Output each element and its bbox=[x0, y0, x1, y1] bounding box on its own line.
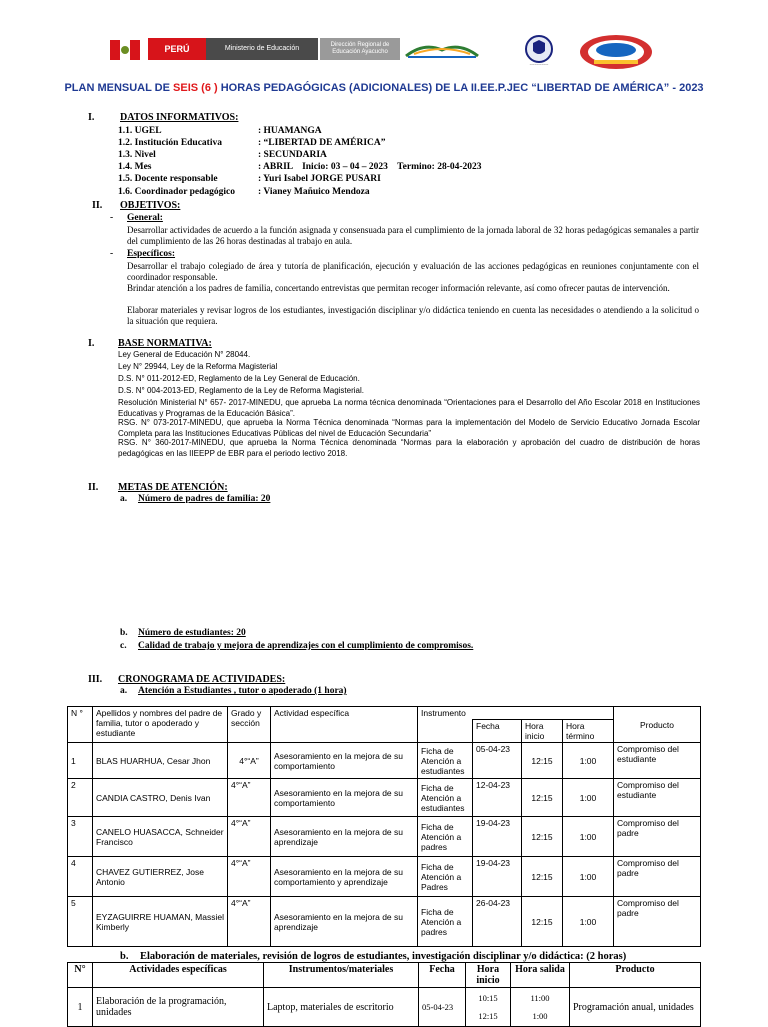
meta-students: Número de estudiantes: 20 bbox=[138, 628, 246, 638]
info-label-coordinator: 1.6. Coordinador pedagógico bbox=[118, 187, 236, 197]
row-activity: Asesoramiento en la mejora de su comportamiento bbox=[271, 743, 418, 779]
row-name: CANELO HUASACCA, Schneider Francisco bbox=[93, 817, 228, 857]
header-name: Apellidos y nombres del padre de familia, tutor o apoderado y estudiante bbox=[93, 707, 228, 743]
header-instrument-blank bbox=[418, 720, 473, 743]
info-label-ugel: 1.1. UGEL bbox=[118, 126, 162, 136]
title-highlight: SEIS (6 ) bbox=[173, 82, 218, 94]
info-value-ugel: : HUAMANGA bbox=[258, 126, 322, 136]
row-product: Compromiso del estudiante bbox=[614, 779, 701, 817]
base-line-6: RSG. N° 073-2017-MINEDU, que aprueba la Norma Técnica denominada “Normas para la implementación del Modelo de Servicio Educativo Jornada Escolar Completa para las Instituciones Educativas Públicas del nivel de Educación Secundaria” bbox=[118, 418, 700, 438]
row-date: 26-04-23 bbox=[473, 897, 522, 947]
t2-row-instrument: Laptop, materiales de escritorio bbox=[264, 988, 419, 1027]
section-b-heading: Elaboración de materiales, revisión de logros de estudiantes, investigación disciplinar y/o didáctica: (2 horas) bbox=[140, 951, 627, 962]
minedu-logo: Ministerio de Educación bbox=[206, 38, 318, 60]
row-num: 2 bbox=[68, 779, 93, 817]
row-date: 19-04-23 bbox=[473, 817, 522, 857]
info-value-month: : ABRIL Inicio: 03 – 04 – 2023 Termino: 28-04-2023 bbox=[258, 162, 482, 172]
row-date: 05-04-23 bbox=[473, 743, 522, 779]
row-instrument: Ficha de Atención a estudiantes bbox=[418, 779, 473, 817]
info-value-level: : SECUNDARIA bbox=[258, 150, 327, 160]
section-1-heading: DATOS INFORMATIVOS: bbox=[120, 112, 239, 123]
t2-row-start-1: 10:15 bbox=[478, 993, 498, 1003]
header-start: Hora inicio bbox=[522, 720, 563, 743]
row-num: 4 bbox=[68, 857, 93, 897]
section-3-number: I. bbox=[88, 338, 95, 349]
row-instrument: Ficha de Atención a padres bbox=[418, 817, 473, 857]
dre-logo: Dirección Regional de Educación Ayacucho bbox=[320, 38, 400, 60]
row-start: 12:15 bbox=[522, 857, 563, 897]
t2-header-instruments: Instrumentos/materiales bbox=[264, 963, 419, 988]
t2-header-product: Producto bbox=[570, 963, 701, 988]
row-product: Compromiso del padre bbox=[614, 857, 701, 897]
info-value-coordinator: : Vianey Mañuico Mendoza bbox=[258, 187, 370, 197]
table2-row bbox=[68, 988, 701, 1027]
title-suffix: HORAS PEDAGÓGICAS (ADICIONALES) DE LA II.EE.P.JEC “LIBERTAD DE AMÉRICA” - 2023 bbox=[217, 82, 704, 94]
school-shield-icon bbox=[516, 34, 562, 68]
header-date: Fecha bbox=[473, 720, 522, 743]
row-grade: 4°“A” bbox=[228, 743, 271, 779]
t2-row-end-1: 11:00 bbox=[530, 993, 550, 1003]
section-3-heading: BASE NORMATIVA: bbox=[118, 338, 212, 349]
row-product: Compromiso del padre bbox=[614, 897, 701, 947]
base-line-3: D.S. N° 011-2012-ED, Reglamento de la Ley General de Educación. bbox=[118, 374, 360, 383]
info-label-month: 1.4. Mes bbox=[118, 162, 152, 172]
info-label-level: 1.3. Nivel bbox=[118, 150, 156, 160]
table-row bbox=[68, 817, 701, 857]
sub-a-heading: Atención a Estudiantes , tutor o apoderado (1 hora) bbox=[138, 686, 347, 696]
svg-text:~~~~~~~~: ~~~~~~~~ bbox=[529, 62, 549, 67]
row-num: 3 bbox=[68, 817, 93, 857]
student-attention-table bbox=[67, 706, 701, 947]
meta-parents: Número de padres de familia: 20 bbox=[138, 494, 271, 504]
t2-header-num: N° bbox=[68, 963, 93, 988]
t2-row-activity: Elaboración de la programación, unidades bbox=[93, 988, 264, 1027]
row-end: 1:00 bbox=[563, 897, 614, 947]
row-instrument: Ficha de Atención a Padres bbox=[418, 857, 473, 897]
document-title bbox=[0, 82, 768, 94]
t2-row-date: 05-04-23 bbox=[419, 988, 466, 1027]
section-1-number: I. bbox=[88, 112, 95, 123]
row-name: CANDIA CASTRO, Denis Ivan bbox=[93, 779, 228, 817]
info-label-teacher: 1.5. Docente responsable bbox=[118, 174, 218, 184]
section-4-heading: METAS DE ATENCIÓN: bbox=[118, 482, 228, 493]
header-grade: Grado y sección bbox=[228, 707, 271, 743]
header-logos bbox=[110, 34, 670, 70]
t2-header-end: Hora salida bbox=[511, 963, 570, 988]
row-end: 1:00 bbox=[563, 779, 614, 817]
header-end: Hora término bbox=[563, 720, 614, 743]
section-2-number: II. bbox=[92, 200, 103, 211]
t2-header-date: Fecha bbox=[419, 963, 466, 988]
row-num: 1 bbox=[68, 743, 93, 779]
header-instrument: Instrumento bbox=[418, 707, 614, 720]
row-activity: Asesoramiento en la mejora de su comportamiento y aprendizaje bbox=[271, 857, 418, 897]
row-activity: Asesoramiento en la mejora de su comportamiento bbox=[271, 779, 418, 817]
table2-header-row bbox=[68, 963, 701, 988]
specific-objective-1: Desarrollar el trabajo colegiado de área y tutoría de planificación, ejecución y evaluación de las acciones pedagógicas en reuniones conjuntamente con el coordinador responsable. bbox=[127, 261, 699, 282]
section-4-number: II. bbox=[88, 482, 99, 493]
row-num: 5 bbox=[68, 897, 93, 947]
row-name: BLAS HUARHUA, Cesar Jhon bbox=[93, 743, 228, 779]
info-value-institution: : “LIBERTAD DE AMÉRICA” bbox=[258, 138, 386, 148]
peru-coat-of-arms-icon bbox=[110, 40, 140, 60]
title-prefix: PLAN MENSUAL DE bbox=[64, 82, 174, 94]
row-product: Compromiso del padre bbox=[614, 817, 701, 857]
row-product: Compromiso del estudiante bbox=[614, 743, 701, 779]
t2-row-start bbox=[466, 988, 511, 1027]
base-line-1: Ley General de Educación N° 28044. bbox=[118, 350, 251, 359]
row-name: CHAVEZ GUTIERREZ, Jose Antonio bbox=[93, 857, 228, 897]
specific-objective-3: Elaborar materiales y revisar logros de los estudiantes, investigación disciplinar y/o didáctica teniendo en cuenta las necesidades o atendiendo a la solicitud o la situación que requiera. bbox=[127, 305, 699, 326]
specific-label: Específicos: bbox=[127, 249, 176, 259]
base-line-5: Resolución Ministerial N° 657- 2017-MINEDU, que aprueba La norma técnica denominada “Orientaciones para el Desarrollo del Año Escolar 2018 en Instituciones Educativas y Programas de la Educación Básica”. bbox=[118, 398, 700, 418]
row-end: 1:00 bbox=[563, 743, 614, 779]
row-end: 1:00 bbox=[563, 857, 614, 897]
row-date: 12-04-23 bbox=[473, 779, 522, 817]
table-header-row bbox=[68, 707, 701, 720]
meta-letter-b: b. bbox=[120, 628, 128, 638]
table-row bbox=[68, 743, 701, 779]
t2-row-product: Programación anual, unidades bbox=[570, 988, 701, 1027]
base-line-2: Ley N° 29944, Ley de la Reforma Magisterial bbox=[118, 362, 278, 371]
peru-logo: PERÚ bbox=[148, 38, 206, 60]
row-start: 12:15 bbox=[522, 743, 563, 779]
row-instrument: Ficha de Atención a estudiantes bbox=[418, 743, 473, 779]
meta-quality: Calidad de trabajo y mejora de aprendizajes con el cumplimiento de compromisos. bbox=[138, 641, 474, 651]
t2-row-end-2: 1:00 bbox=[532, 1011, 548, 1021]
row-activity: Asesoramiento en la mejora de su aprendizaje bbox=[271, 897, 418, 947]
header-num: N ° bbox=[68, 707, 93, 743]
meta-letter-c: c. bbox=[120, 641, 127, 651]
table-row bbox=[68, 779, 701, 817]
t2-row-end bbox=[511, 988, 570, 1027]
general-label: General: bbox=[127, 213, 163, 223]
row-start: 12:15 bbox=[522, 817, 563, 857]
base-line-4: D.S. N° 004-2013-ED, Reglamento de la Ley de Reforma Magisterial. bbox=[118, 386, 364, 395]
general-bullet: - bbox=[110, 213, 114, 223]
t2-row-start-2: 12:15 bbox=[478, 1011, 498, 1021]
specific-objective-2: Brindar atención a los padres de familia, concertando entrevistas que permitan recoger información relevante, así como ofrecer pautas de intervención. bbox=[127, 283, 670, 293]
section-5-number: III. bbox=[88, 674, 103, 685]
info-value-teacher: : Yuri Isabel JORGE PUSARI bbox=[258, 174, 381, 184]
row-grade: 4°“A” bbox=[228, 817, 271, 857]
row-grade: 4°“A” bbox=[228, 857, 271, 897]
row-activity: Asesoramiento en la mejora de su aprendizaje bbox=[271, 817, 418, 857]
row-date: 19-04-23 bbox=[473, 857, 522, 897]
general-text: Desarrollar actividades de acuerdo a la función asignada y consensuada para el cumplimiento de la jornada laboral de 32 horas pedagógicas semanales a partir del cumplimiento de las 26 horas destinadas al trabajo en aula. bbox=[127, 225, 699, 246]
meta-letter-a: a. bbox=[120, 494, 128, 504]
t2-header-start: Hora inicio bbox=[466, 963, 511, 988]
header-product: Producto bbox=[614, 707, 701, 743]
t2-header-activities: Actividades específicas bbox=[93, 963, 264, 988]
sub-a-letter: a. bbox=[120, 686, 128, 696]
header-activity: Actividad específica bbox=[271, 707, 418, 743]
base-line-7: RSG. N° 360-2017-MINEDU, que aprueba la Norma Técnica denominada “Normas para la elaboración y aprobación del cuadro de distribución de horas pedagógicas en las IIEEPP de EBR para el periodo lectivo 2018. bbox=[118, 438, 700, 458]
row-grade: 4°“A” bbox=[228, 897, 271, 947]
row-end: 1:00 bbox=[563, 817, 614, 857]
t2-row-num: 1 bbox=[68, 988, 93, 1027]
row-name: EYZAGUIRRE HUAMAN, Massiel Kimberly bbox=[93, 897, 228, 947]
info-label-institution: 1.2. Institución Educativa bbox=[118, 138, 222, 148]
row-grade: 4°“A” bbox=[228, 779, 271, 817]
row-start: 12:15 bbox=[522, 897, 563, 947]
row-instrument: Ficha de Atención a padres bbox=[418, 897, 473, 947]
materials-table bbox=[67, 962, 701, 1027]
table-row bbox=[68, 857, 701, 897]
section-b-letter: b. bbox=[120, 951, 129, 962]
table-row bbox=[68, 897, 701, 947]
section-5-heading: CRONOGRAMA DE ACTIVIDADES: bbox=[118, 674, 286, 685]
section-2-heading: OBJETIVOS: bbox=[120, 200, 181, 211]
regional-logo-icon bbox=[404, 40, 480, 60]
institution-logo-icon bbox=[578, 34, 654, 70]
specific-bullet: - bbox=[110, 249, 114, 259]
row-start: 12:15 bbox=[522, 779, 563, 817]
